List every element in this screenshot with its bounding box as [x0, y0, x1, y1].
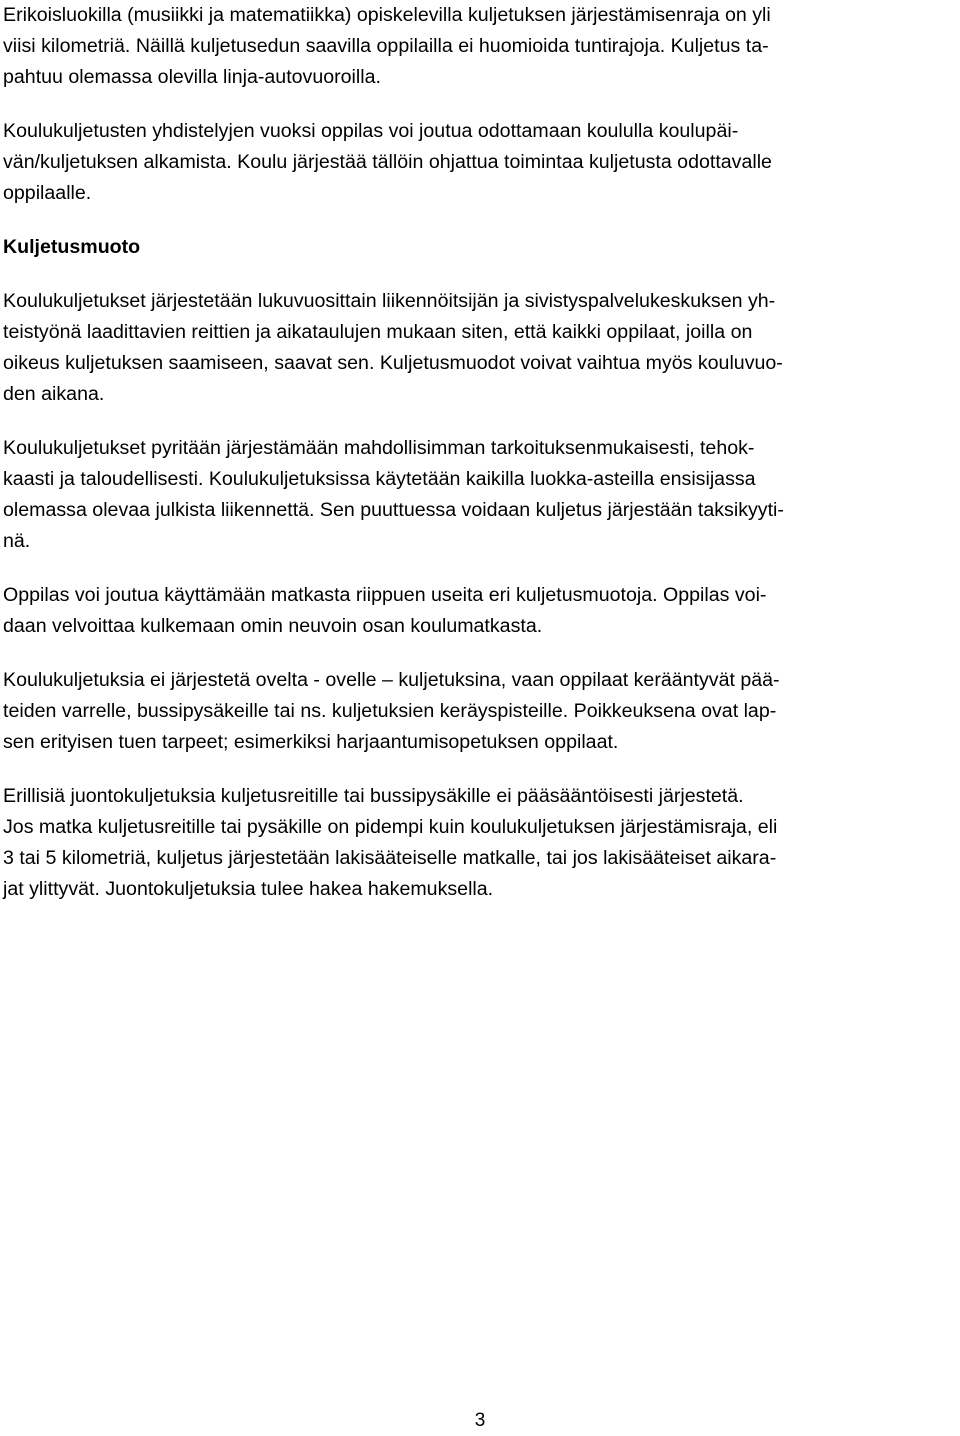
paragraph-gap: [3, 410, 955, 433]
text-line: Erikoisluokilla (musiikki ja matematiikka) opiskelevilla kuljetuksen järjestämisenraja on yli: [3, 4, 771, 26]
paragraph-gap: [3, 263, 955, 286]
text-line: jat ylittyvät. Juontokuljetuksia tulee hakea hakemuksella.: [3, 878, 494, 900]
text-line: den aikana.: [3, 383, 105, 405]
paragraph-kerayspisteet: [3, 665, 955, 758]
text-line: oppilaalle.: [3, 182, 92, 204]
paragraph-gap: [3, 642, 955, 665]
paragraph-gap: [3, 93, 955, 116]
text-line: vän/kuljetuksen alkamista. Koulu järjestää tällöin ohjattua toimintaa kuljetusta odottavalle: [3, 151, 772, 173]
paragraph-juontokuljetukset: [3, 781, 955, 905]
text-line: oikeus kuljetuksen saamiseen, saavat sen. Kuljetusmuodot voivat vaihtua myös kouluvuo-: [3, 352, 783, 374]
paragraph-erikoisluokat: [3, 0, 955, 93]
paragraph-yhdistely: [3, 116, 955, 209]
paragraph-gap: [3, 209, 955, 232]
text-line: nä.: [3, 530, 31, 552]
text-line: Koulukuljetukset pyritään järjestämään mahdollisimman tarkoituksenmukaisesti, tehok-: [3, 437, 755, 459]
paragraph-tarkoituksenmukaisuus: [3, 433, 955, 557]
text-line: Koulukuljetusten yhdistelyjen vuoksi oppilas voi joutua odottamaan koululla koulupäi-: [3, 120, 739, 142]
paragraph-gap: [3, 557, 955, 580]
text-line: teistyönä laadittavien reittien ja aikataulujen mukaan siten, että kaikki oppilaat, joilla on: [3, 321, 753, 343]
text-line: Erillisiä juontokuljetuksia kuljetusreitille tai bussipysäkille ei pääsääntöisesti järjestetä.: [3, 785, 744, 807]
text-line: teiden varrelle, bussipysäkeille tai ns. kuljetuksien keräyspisteille. Poikkeuksena ovat lap-: [3, 700, 777, 722]
text-line: Jos matka kuljetusreitille tai pysäkille on pidempi kuin koulukuljetuksen järjestämisraja, eli: [3, 816, 778, 838]
text-line: 3 tai 5 kilometriä, kuljetus järjestetään lakisääteiselle matkalle, tai jos lakisääteiset aikara-: [3, 847, 777, 869]
page-number: 3: [474, 1410, 486, 1431]
paragraph-jarjestaminen: [3, 286, 955, 410]
text-line: kaasti ja taloudellisesti. Koulukuljetuksissa käytetään kaikilla luokka-asteilla ensisijassa: [3, 468, 756, 490]
text-line: pahtuu olemassa olevilla linja-autovuoroilla.: [3, 66, 381, 88]
text-line: Oppilas voi joutua käyttämään matkasta riippuen useita eri kuljetusmuotoja. Oppilas voi-: [3, 584, 767, 606]
paragraph-kuljetusmuodot: [3, 580, 955, 642]
paragraph-gap: [3, 758, 955, 781]
text-line: viisi kilometriä. Näillä kuljetusedun saavilla oppilailla ei huomioida tuntirajoja. Kuljetus ta-: [3, 35, 769, 57]
text-line: Koulukuljetuksia ei järjestetä ovelta - ovelle – kuljetuksina, vaan oppilaat kerääntyvät pää-: [3, 669, 780, 691]
text-line: daan velvoittaa kulkemaan omin neuvoin osan koulumatkasta.: [3, 615, 543, 637]
text-line: Koulukuljetukset järjestetään lukuvuosittain liikennöitsijän ja sivistyspalvelukeskuksen yh-: [3, 290, 776, 312]
text-line: olemassa olevaa julkista liikennettä. Sen puuttuessa voidaan kuljetus järjestään taksikyyti-: [3, 499, 784, 521]
text-line: sen erityisen tuen tarpeet; esimerkiksi harjaantumisopetuksen oppilaat.: [3, 731, 619, 753]
document-page: [3, 0, 955, 905]
section-heading: Kuljetusmuoto: [3, 236, 141, 258]
